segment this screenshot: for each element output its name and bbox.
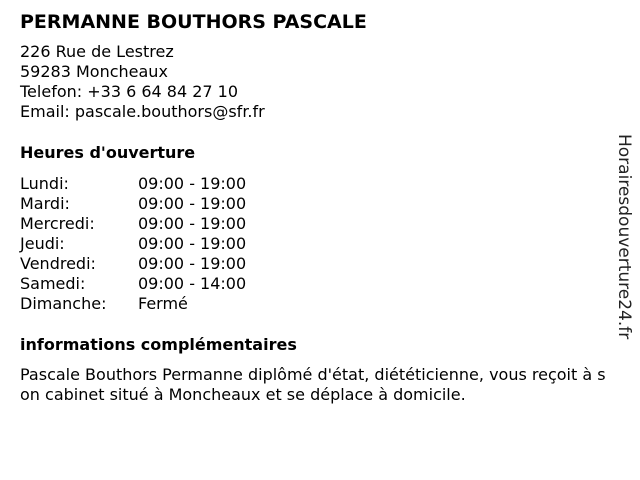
hours-row [20, 234, 610, 254]
hours-time: Fermé [138, 294, 188, 313]
hours-day: Lundi: [20, 174, 69, 193]
hours-day: Dimanche: [20, 294, 107, 313]
hours-row [20, 214, 610, 234]
info-description: Pascale Bouthors Permanne diplômé d'état, diététicienne, vous reçoit à son cabinet situé à Moncheaux et se déplace à domicile. [20, 365, 606, 404]
business-card [20, 10, 610, 405]
hours-day: Mardi: [20, 194, 70, 213]
contact-block [20, 42, 610, 122]
info-heading: informations complémentaires [20, 335, 297, 354]
business-name: PERMANNE BOUTHORS PASCALE [20, 11, 367, 33]
hours-day: Samedi: [20, 274, 86, 293]
brand-watermark: Horairesdouverture24.fr [614, 134, 634, 340]
hours-row [20, 174, 610, 194]
email-text: Email: pascale.bouthors@sfr.fr [20, 102, 265, 121]
hours-row [20, 294, 610, 314]
hours-day: Mercredi: [20, 214, 95, 233]
hours-heading: Heures d'ouverture [20, 143, 196, 162]
hours-table [20, 174, 610, 314]
hours-time: 09:00 - 19:00 [138, 174, 247, 193]
hours-day: Vendredi: [20, 254, 96, 273]
hours-time: 09:00 - 14:00 [138, 274, 247, 293]
hours-time: 09:00 - 19:00 [138, 254, 247, 273]
hours-time: 09:00 - 19:00 [138, 214, 247, 233]
hours-time: 09:00 - 19:00 [138, 234, 247, 253]
hours-row [20, 274, 610, 294]
hours-day: Jeudi: [20, 234, 65, 253]
hours-row [20, 254, 610, 274]
address-street: 226 Rue de Lestrez [20, 42, 174, 61]
hours-time: 09:00 - 19:00 [138, 194, 247, 213]
hours-row [20, 194, 610, 214]
phone-text: Telefon: +33 6 64 84 27 10 [20, 82, 239, 101]
address-city: 59283 Moncheaux [20, 62, 168, 81]
